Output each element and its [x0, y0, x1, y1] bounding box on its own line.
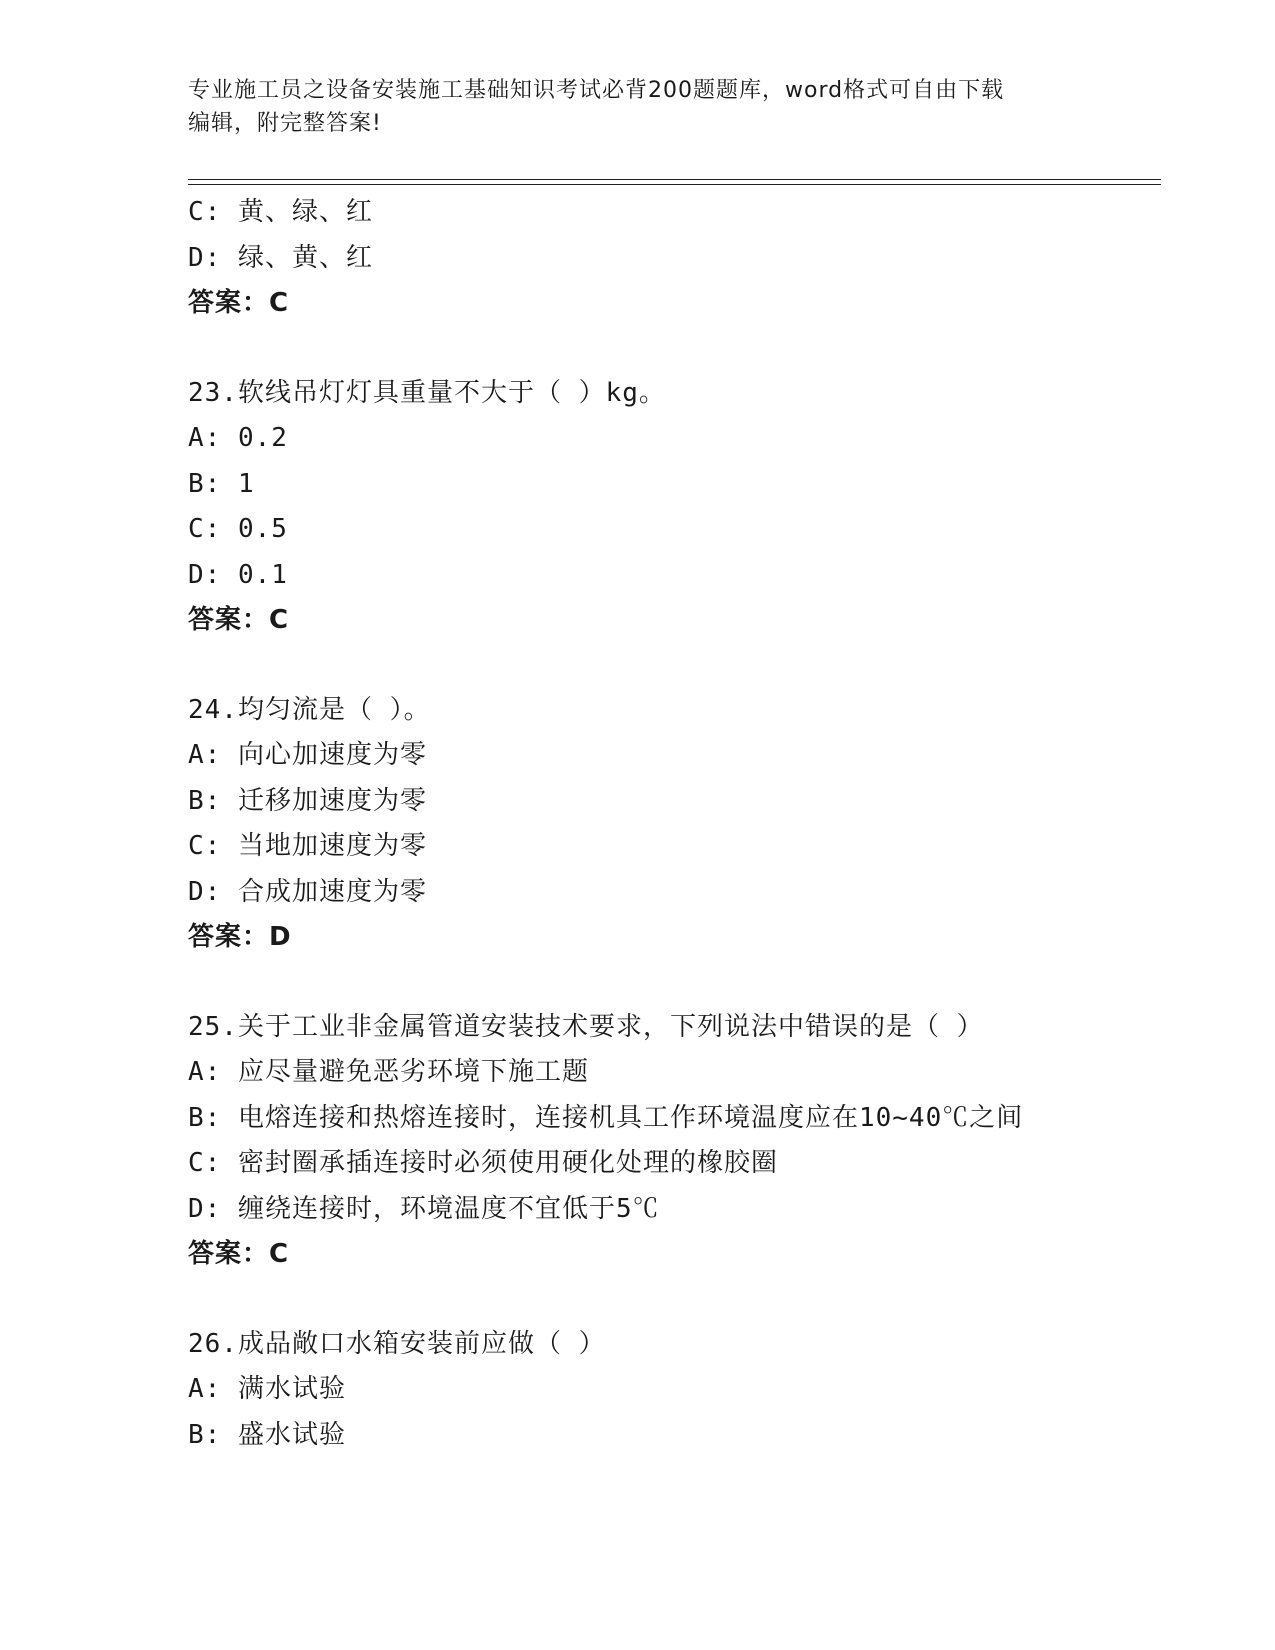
- document-header: [188, 74, 1088, 140]
- spacer: [188, 644, 1168, 688]
- option-c: C: 当地加速度为零: [188, 831, 427, 861]
- question-23: [188, 371, 1168, 644]
- option-d: D: 绿、黄、红: [188, 242, 373, 273]
- answer-line: 答案：C: [188, 605, 290, 635]
- option-c: C: 黄、绿、红: [188, 197, 373, 227]
- header-line-1: 专业施工员之设备安装施工基础知识考试必背200题题库，word格式可自由下载: [188, 78, 1005, 103]
- question-25: [188, 1005, 1168, 1278]
- option-b: B: 迁移加速度为零: [188, 785, 427, 816]
- spacer: [188, 1278, 1168, 1322]
- option-c: C: 密封圈承插连接时必须使用硬化处理的橡胶圈: [188, 1148, 778, 1178]
- option-a: A: 0.2: [188, 423, 288, 453]
- option-d: D: 缠绕连接时，环境温度不宜低于5℃: [188, 1193, 660, 1224]
- option-c: C: 0.5: [188, 514, 288, 544]
- option-b: B: 1: [188, 468, 255, 499]
- spacer: [188, 961, 1168, 1005]
- header-rule-bottom: [188, 184, 1161, 185]
- header-line-2: 编辑，附完整答案!: [188, 111, 382, 136]
- answer-line: 答案：C: [188, 288, 290, 318]
- option-a: A: 向心加速度为零: [188, 740, 427, 770]
- option-a: A: 满水试验: [188, 1374, 346, 1404]
- question-text: 26.成品敞口水箱安装前应做（ ）: [188, 1328, 606, 1359]
- question-text: 23.软线吊灯灯具重量不大于（ ）kg。: [188, 377, 666, 408]
- question-26: [188, 1322, 1168, 1459]
- question-text: 24.均匀流是（ ）。: [188, 694, 431, 725]
- header-rule-top: [188, 179, 1161, 180]
- option-b: B: 盛水试验: [188, 1419, 346, 1450]
- answer-line: 答案：C: [188, 1239, 290, 1269]
- option-a: A: 应尽量避免恶劣环境下施工题: [188, 1057, 589, 1087]
- option-d: D: 0.1: [188, 559, 288, 590]
- question-list: [188, 190, 1168, 1458]
- question-22-continued: [188, 190, 1168, 327]
- spacer: [188, 327, 1168, 371]
- answer-line: 答案：D: [188, 922, 292, 952]
- option-b: B: 电熔连接和热熔连接时，连接机具工作环境温度应在10~40℃之间: [188, 1102, 1024, 1133]
- question-24: [188, 688, 1168, 961]
- option-d: D: 合成加速度为零: [188, 876, 427, 907]
- question-text: 25.关于工业非金属管道安装技术要求，下列说法中错误的是（ ）: [188, 1011, 984, 1042]
